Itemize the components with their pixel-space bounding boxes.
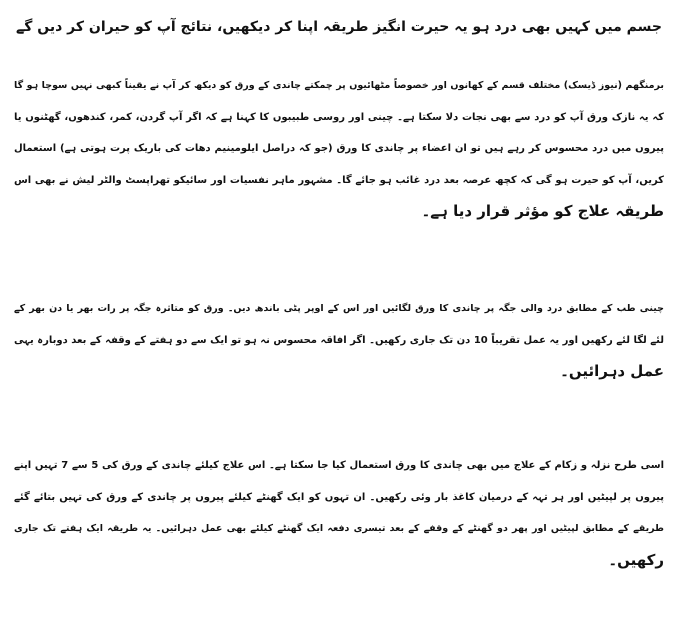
paragraph-line: طریقے کے مطابق لپیٹیں اور پھر دو گھنٹے کے وقفے کے بعد تیسری دفعہ ایک گھنٹے کیلئے بھی عمل دہرائیں۔ یہ طریقہ ایک ہفتے تک جاری: [14, 523, 664, 534]
paragraph-3: [14, 450, 664, 576]
paragraph-line: برمنگھم (نیوز ڈیسک) مختلف قسم کے کھانوں اور خصوصاً مٹھائیوں پر چمکتے چاندی کے ورق کو دیکھ کر آپ نے یقیناً کبھی نہیں سوچا ہو گا: [14, 80, 664, 91]
paragraph-line: کریں، آپ کو حیرت ہو گی کہ کچھ عرصہ بعد درد غائب ہو جائے گا۔ مشہور ماہر نفسیات اور سائیکو تھراپسٹ والٹر لیش نے بھی اس: [14, 174, 664, 186]
paragraph-line: کہ یہ نازک ورق آپ کو درد سے بھی نجات دلا سکتا ہے۔ چینی اور روسی طبیبوں کا کہنا ہے کہ اگر آپ گردن، کمر، کندھوں، گھٹنوں یا: [14, 111, 664, 123]
paragraph-line: رکھیں۔: [608, 550, 664, 569]
paragraph-line: چینی طب کے مطابق درد والی جگہ پر چاندی کا ورق لگائیں اور اس کے اوپر پٹی باندھ دیں۔ ورق کو متاثرہ جگہ پر رات بھر یا دن بھر کے: [14, 303, 664, 314]
article-title: جسم میں کہیں بھی درد ہو یہ حیرت انگیز طریقہ اپنا کر دیکھیں، نتائج آپ کو حیران کر دیں گے: [16, 19, 662, 35]
paragraph-line: طریقہ علاج کو مؤثر قرار دیا ہے۔: [421, 202, 664, 220]
paragraph-line: پیروں پر لپیٹیں اور ہر تہہ کے درمیان کاغذ بار وئی رکھیں۔ ان تہوں کو ایک گھنٹے کیلئے پیروں پر چاندی کے ورق کی تہیں بتائے گئے: [14, 491, 664, 503]
paragraph-line: اسی طرح نزلہ و زکام کے علاج میں بھی چاندی کا ورق استعمال کیا جا سکتا ہے۔ اس علاج کیلئے چاندی کے ورق کی 5 سے 7 تہیں اپنے: [14, 460, 664, 471]
paragraph-line: عمل دہرائیں۔: [560, 362, 664, 380]
paragraph-line: لئے لگا لئے رکھیں اور یہ عمل تقریباً 10 دن تک جاری رکھیں۔ اگر افاقہ محسوس نہ ہو تو ایک سے دو ہفتے کے وقفہ کے بعد دوبارہ یہی: [14, 334, 664, 346]
paragraph-line: پیروں میں درد محسوس کر رہے ہیں تو ان اعضاء پر چاندی کا ورق (جو کہ دراصل ایلومینیم دھات کی باریک پرت ہوتی ہے) استعمال: [14, 143, 664, 154]
paragraph-1: [14, 70, 664, 228]
paragraph-2: [14, 293, 664, 388]
